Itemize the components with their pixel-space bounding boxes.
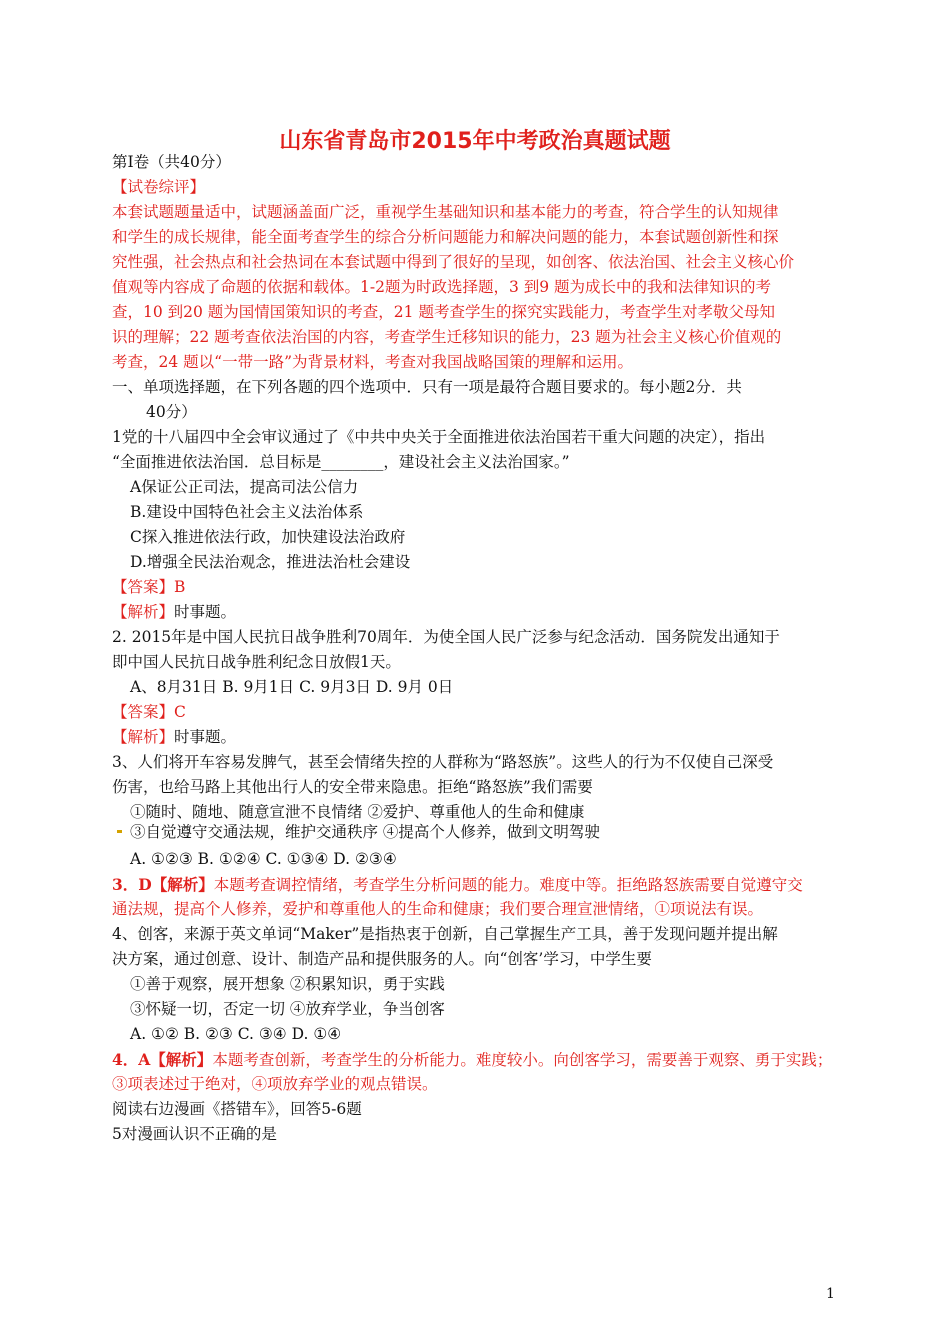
review-line: 查，10 到20 题为国情国策知识的考查，21 题考查学生的探究实践能力，考查学生对孝敬父母知	[112, 303, 775, 321]
page-number: 1	[826, 1286, 835, 1302]
question-4-item-row: ③怀疑一切，否定一切 ④放弃学业，争当创客	[130, 1000, 445, 1018]
question-4-answer	[112, 1047, 852, 1073]
part-instructions: 一、单项选择题，在下列各题的四个选项中．只有一项是最符合题目要求的。每小题2分．共	[112, 378, 742, 396]
question-3-stem-cont: 伤害，也给马路上其他出行人的安全带来隐患。拒绝“路怒族”我们需要	[112, 778, 593, 796]
reading-instruction: 阅读右边漫画《搭错车》，回答5-6题	[112, 1100, 362, 1118]
answer-head: 3．D【解析】	[112, 875, 214, 894]
answer-tag: 【答案】	[112, 578, 175, 596]
question-4-stem: 4、创客，来源于英文单词“Maker”是指热衷于创新，自己掌握生产工具，善于发现问题并提出解	[112, 925, 778, 943]
analysis-tag: 【解析】	[112, 603, 175, 621]
question-1-stem-cont: “全面推进依法治国．总目标是________，建设社会主义法治国家。”	[112, 453, 570, 471]
question-1-option-c: C探入推进依法行政，加快建设法治政府	[130, 528, 406, 546]
answer-tag: 【答案】	[112, 703, 175, 721]
decorative-dot	[117, 830, 122, 833]
answer-text: 本题考查调控情绪，考查学生分析问题的能力。难度中等。拒绝路怒族需要自觉遵守交	[213, 876, 803, 894]
analysis-text: 时事题。	[174, 603, 237, 621]
part-instructions-cont: 40分）	[146, 403, 197, 421]
review-line: 考查，24 题以“一带一路”为背景材料，考查对我国战略国策的理解和运用。	[112, 353, 634, 371]
question-3-item-row: ③自觉遵守交通法规，维护交通秩序 ④提高个人修养，做到文明驾驶	[130, 823, 600, 841]
section-heading: 第Ⅰ卷（共40分）	[112, 153, 231, 171]
question-2-analysis	[112, 725, 852, 750]
question-5-stem: 5对漫画认识不正确的是	[112, 1125, 277, 1143]
question-4-answer-cont: ③项表述过于绝对，④项放弃学业的观点错误。	[112, 1075, 438, 1093]
review-line: 本套试题题量适中，试题涵盖面广泛，重视学生基础知识和基本能力的考查，符合学生的认知规律	[112, 203, 779, 221]
review-line: 值观等内容成了命题的依据和载体。1-2题为时政选择题，3 到9 题为成长中的我和法律知识的考	[112, 278, 772, 296]
review-line: 究性强，社会热点和社会热词在本套试题中得到了很好的呈现，如创客、依法治国、社会主义核心价	[112, 253, 795, 271]
page-title: 山东省青岛市2015年中考政治真题试题	[279, 129, 671, 154]
question-3-answer-cont: 通法规，提高个人修养，爱护和尊重他人的生命和健康；我们要合理宣泄情绪，①项说法有误。	[112, 900, 764, 918]
answer-value: B	[174, 578, 186, 596]
question-1-answer	[112, 575, 852, 600]
answer-head: 4．A【解析】	[112, 1050, 213, 1069]
question-2-answer	[112, 700, 852, 725]
review-line: 识的理解；22 题考查依法治国的内容，考查学生迁移知识的能力，23 题为社会主义核心价值观的	[112, 328, 782, 346]
question-3-options: A. ①②③ B. ①②④ C. ①③④ D. ②③④	[130, 850, 397, 868]
question-4-options: A. ①② B. ②③ C. ③④ D. ①④	[130, 1025, 342, 1043]
question-3-item-row: ①随时、随地、随意宣泄不良情绪 ②爱护、尊重他人的生命和健康	[130, 803, 585, 821]
answer-text: 本题考查创新，考查学生的分析能力。难度较小。向创客学习，需要善于观察、勇于实践；	[212, 1051, 833, 1069]
question-3-stem: 3、人们将开车容易发脾气，甚至会情绪失控的人群称为“路怒族”。这些人的行为不仅使自己深受	[112, 753, 774, 771]
answer-value: C	[174, 703, 186, 721]
analysis-text: 时事题。	[174, 728, 237, 746]
review-tag: 【试卷综评】	[112, 178, 206, 196]
question-1-option-a: A保证公正司法，提高司法公信力	[130, 478, 359, 496]
question-1-option-d: D.增强全民法治观念，推进法治杜会建设	[130, 553, 411, 571]
question-3-answer	[112, 872, 852, 898]
question-2-stem: 2. 2015年是中国人民抗日战争胜利70周年．为使全国人民广泛参与纪念活动．国务院发出通知于	[112, 628, 780, 646]
question-4-stem-cont: 决方案，通过创意、设计、制造产品和提供服务的人。向“创客’学习，中学生要	[112, 950, 652, 968]
review-line: 和学生的成长规律，能全面考查学生的综合分析问题能力和解决问题的能力，本套试题创新性和探	[112, 228, 779, 246]
question-4-item-row: ①善于观察，展开想象 ②积累知识，勇于实践	[130, 975, 445, 993]
question-1-option-b: B.建设中国特色社会主义法治体系	[130, 503, 364, 521]
question-2-stem-cont: 即中国人民抗日战争胜利纪念日放假1天。	[112, 653, 401, 671]
question-2-options: A、8月31日 B. 9月1日 C. 9月3日 D. 9月 0日	[130, 678, 454, 696]
question-1-analysis	[112, 600, 852, 625]
analysis-tag: 【解析】	[112, 728, 175, 746]
question-1-stem: 1党的十八届四中全会审议通过了《中共中央关于全面推进依法治国若干重大问题的决定），指出	[112, 428, 766, 446]
